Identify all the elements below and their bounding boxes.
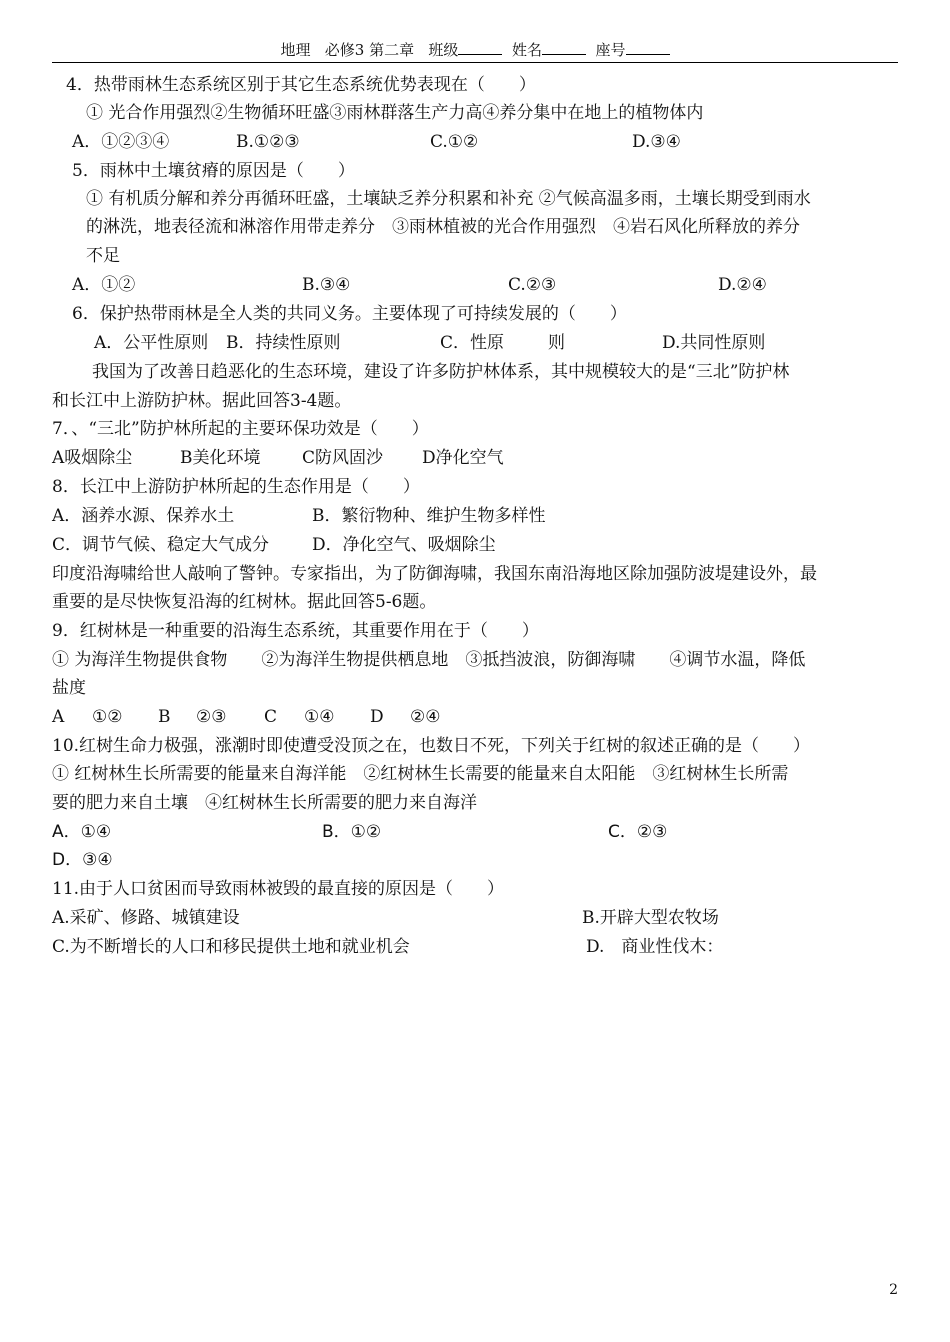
header-seat-label: 座号 xyxy=(595,41,626,59)
q11-option-d: D. 商业性伐木： xyxy=(586,937,724,957)
q4-stem: 4．热带雨林生态系统区别于其它生态系统优势表现在（ ） xyxy=(66,75,536,95)
q5-statement-line-2: 的淋洗，地表径流和淋溶作用带走养分 ③雨林植被的光合作用强烈 ④岩石风化所释放的养分 xyxy=(86,217,800,237)
q9-statement-line-2: 盐度 xyxy=(52,678,86,698)
q5-statement-line-1: ① 有机质分解和养分再循环旺盛，土壤缺乏养分积累和补充 ②气候高温多雨，土壤长期受到雨水 xyxy=(86,189,811,209)
q10-stem: 10.红树生命力极强，涨潮时即使遭受没顶之在，也数日不死，下列关于红树的叙述正确的是（ ） xyxy=(52,736,811,756)
q7-stem: 7．、“三北”防护林所起的主要环保功效是（ ） xyxy=(52,419,429,439)
q10-option-d: D．③④ xyxy=(52,850,113,870)
q5-statement-line-3: 不足 xyxy=(86,246,120,266)
q4-option-d: D.③④ xyxy=(632,132,681,152)
q9-option-b: ②③ xyxy=(196,707,227,727)
q10-option-c: C．②③ xyxy=(608,822,668,842)
q10-option-b: B．①② xyxy=(322,822,382,842)
q10-statement-line-1: ① 红树林生长所需要的能量来自海洋能 ②红树林生长需要的能量来自太阳能 ③红树林生长所需 xyxy=(52,764,789,784)
q9-option-c-letter: C xyxy=(264,707,278,727)
seat-blank[interactable] xyxy=(626,40,670,55)
page-number: 2 xyxy=(889,1282,898,1298)
q4-option-c: C.①② xyxy=(430,132,479,152)
q11-option-c: C.为不断增长的人口和移民提供土地和就业机会 xyxy=(52,937,410,957)
q8-stem: 8．长江中上游防护林所起的生态作用是（ ） xyxy=(52,477,420,497)
q7-option-c: C防风固沙 xyxy=(302,448,384,468)
header-subject: 地理 xyxy=(280,41,311,59)
q5-option-a: A．①② xyxy=(72,275,136,295)
q8-option-b: B．繁衍物种、维护生物多样性 xyxy=(312,506,546,526)
q8-option-d: D．净化空气、吸烟除尘 xyxy=(312,535,496,555)
q7-option-d: D净化空气 xyxy=(422,448,504,468)
page-header xyxy=(52,40,898,63)
header-book: 必修3 xyxy=(324,41,365,59)
q9-option-a: ①② xyxy=(92,707,123,727)
q9-option-a-letter: A xyxy=(52,707,65,727)
header-class-label: 班级 xyxy=(428,41,459,59)
q9-option-c: ①④ xyxy=(304,707,335,727)
q5-option-b: B.③④ xyxy=(302,275,351,295)
passage-2-line-1: 印度沿海啸给世人敲响了警钟。专家指出，为了防御海啸，我国东南沿海地区除加强防波堤建设外，最 xyxy=(52,564,817,584)
q4-option-b: B.①②③ xyxy=(236,132,300,152)
q5-option-c: C.②③ xyxy=(508,275,557,295)
q11-option-a: A.采矿、修路、城镇建设 xyxy=(52,908,240,928)
q9-option-d: ②④ xyxy=(410,707,441,727)
q7-option-a: A吸烟除尘 xyxy=(52,448,133,468)
q9-option-b-letter: B xyxy=(158,707,171,727)
q6-option-c-text: 性原 xyxy=(470,333,504,353)
q8-option-a: A．涵养水源、保养水土 xyxy=(52,506,235,526)
header-name-label: 姓名 xyxy=(511,41,542,59)
passage-1-line-2: 和长江中上游防护林。据此回答3-4题。 xyxy=(52,391,352,411)
q6-option-a: A．公平性原则 xyxy=(94,333,209,353)
q6-option-b: B．持续性原则 xyxy=(226,333,341,353)
passage-2-line-2: 重要的是尽快恢复沿海的红树林。据此回答5-6题。 xyxy=(52,592,437,612)
q9-stem: 9．红树林是一种重要的沿海生态系统，其重要作用在于（ ） xyxy=(52,621,539,641)
q10-statement-line-2: 要的肥力来自土壤 ④红树林生长所需要的肥力来自海洋 xyxy=(52,793,477,813)
q7-option-b: B美化环境 xyxy=(180,448,261,468)
passage-1-line-1: 我国为了改善日趋恶化的生态环境，建设了许多防护林体系，其中规模较大的是“三北”防护林 xyxy=(92,362,790,382)
q5-stem: 5．雨林中土壤贫瘠的原因是（ ） xyxy=(72,161,355,181)
q11-stem: 11.由于人口贫困而导致雨林被毁的最直接的原因是（ ） xyxy=(52,879,505,899)
q9-statement-line-1: ① 为海洋生物提供食物 ②为海洋生物提供栖息地 ③抵挡波浪，防御海啸 ④调节水温，降低 xyxy=(52,650,806,670)
name-blank[interactable] xyxy=(542,40,586,55)
q6-stem: 6．保护热带雨林是全人类的共同义务。主要体现了可持续发展的（ ） xyxy=(72,304,627,324)
q9-option-d-letter: D xyxy=(370,707,384,727)
q6-option-c: C． xyxy=(440,333,471,353)
q6-option-c-text-tail: 则 xyxy=(548,333,565,353)
q6-option-d: D.共同性原则 xyxy=(662,333,766,353)
q4-option-a: A．①②③④ xyxy=(72,132,170,152)
q10-option-a: A．①④ xyxy=(52,822,112,842)
q8-option-c: C．调节气候、稳定大气成分 xyxy=(52,535,270,555)
q5-option-d: D.②④ xyxy=(718,275,767,295)
class-blank[interactable] xyxy=(458,40,502,55)
header-chapter: 第二章 xyxy=(369,41,415,59)
q4-statements: ① 光合作用强烈②生物循环旺盛③雨林群落生产力高④养分集中在地上的植物体内 xyxy=(86,103,704,123)
q11-option-b: B.开辟大型农牧场 xyxy=(582,908,719,928)
